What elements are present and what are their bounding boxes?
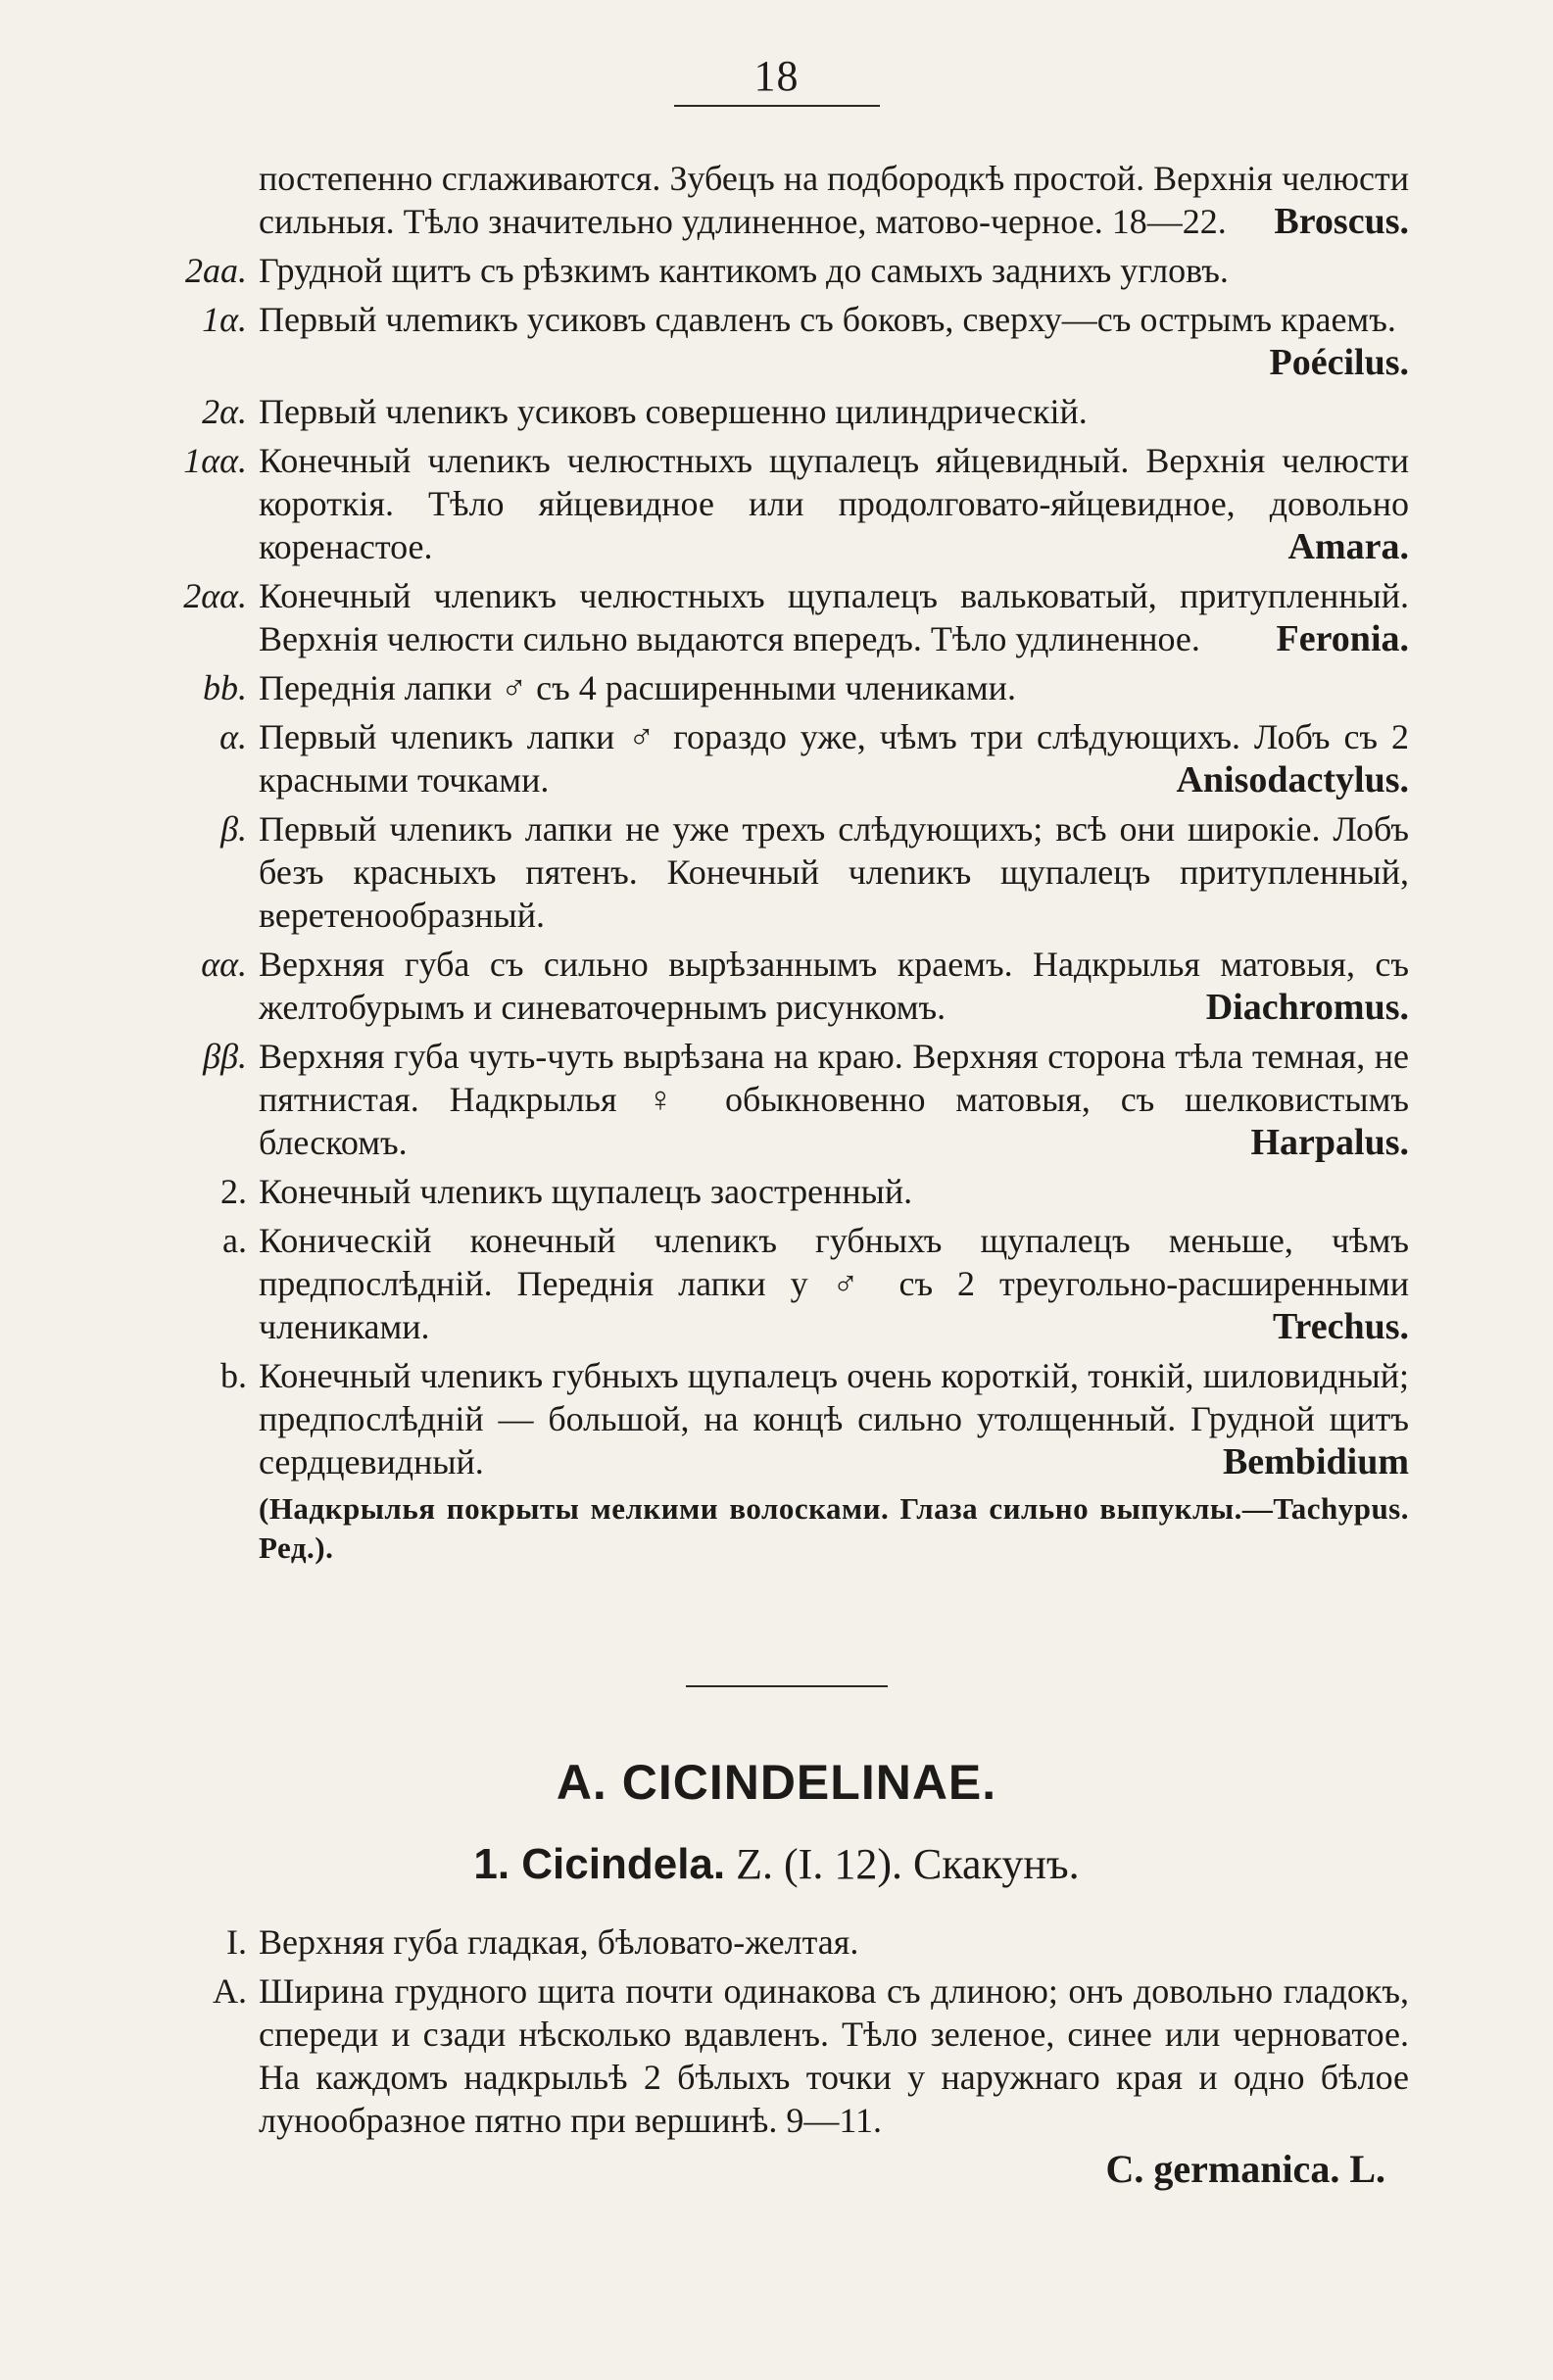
entry-body — [259, 1170, 1409, 1213]
entry-body — [259, 715, 1409, 801]
entry-body — [259, 666, 1409, 709]
entry-body — [259, 1354, 1409, 1483]
taxon-name: Trechus. — [1273, 1306, 1409, 1347]
entry-body — [259, 807, 1409, 937]
entry-text: Первый члеnикъ лапки ♂ гораздо уже, чѣмъ три слѣдующихъ. Лобъ съ 2 красными точками. — [259, 717, 1409, 800]
entry-text: Первый члеnикъ усиковъ совершенно цилиндрическій. — [259, 392, 1088, 431]
editor-note: (Надкрылья покрыты мелкими волосками. Глаза сильно выпуклы.—Tachypus. Ред.). — [259, 1491, 1409, 1565]
entry-body — [259, 390, 1409, 433]
taxon-name: Harpalus. — [1250, 1122, 1409, 1163]
key-entry — [174, 574, 1409, 660]
entry-body — [259, 943, 1409, 1029]
entry-text: Верхняя губа съ сильно вырѣзаннымъ краемъ. Надкрылья матовыя, съ желтобурымъ и синеваточернымъ рисункомъ. — [259, 945, 1409, 1027]
genus-reference: (I. 12). — [784, 1840, 902, 1888]
entry-body — [259, 157, 1409, 243]
entry-text: Первый члеmикъ усиковъ сдавленъ съ боковъ, сверху—съ острымъ краемъ. — [259, 300, 1396, 339]
taxon-name: Feronia. — [1276, 618, 1409, 659]
entry-body — [259, 1969, 1409, 2142]
entry-body — [259, 249, 1409, 292]
key-entry — [174, 666, 1409, 709]
entry-marker: 1α. — [202, 300, 247, 339]
key-entry — [174, 1170, 1409, 1213]
entry-body — [259, 439, 1409, 568]
entry-text: Конечный члеnикъ челюстныхъ щупалецъ вальковатый, притупленный. Верхнія челюсти сильно выдаются впередъ. Тѣло удлиненное. — [259, 576, 1409, 658]
entry-marker: αα. — [201, 945, 247, 984]
entry-marker — [174, 157, 259, 243]
entry-text: Первый члеnикъ лапки не уже трехъ слѣдующихъ; всѣ они широкіе. Лобъ безъ красныхъ пятенъ. Конечный члеnикъ щупалецъ притупленный, веретенообразный. — [259, 809, 1409, 935]
genus-common-name: Скакунъ. — [912, 1840, 1080, 1888]
entry-marker: 2αα. — [183, 576, 247, 615]
entry-marker: α. — [219, 717, 247, 756]
key-entry — [174, 390, 1409, 433]
entry-body — [259, 1219, 1409, 1348]
genus-author: Z. — [736, 1840, 774, 1888]
entry-text: Коническій конечный члеnикъ губныхъ щупалецъ меньше, чѣмъ предпослѣдній. Переднія лапки у ♂ съ 2 треугольно-расширенными члениками. — [259, 1221, 1409, 1346]
key-entry — [174, 807, 1409, 937]
genus-name: 1. Cicindela. — [473, 1840, 726, 1888]
entry-marker: b. — [220, 1356, 247, 1395]
taxon-name: Anisodactylus. — [1176, 759, 1409, 801]
entry-body — [259, 298, 1409, 384]
entry-text: постепенно сглаживаются. Зубецъ на подбородкѣ простой. Верхнія челюсти сильныя. Тѣло значительно удлиненное, матово-черное. 18—22. — [259, 159, 1409, 241]
entry-text: Конечный члеnикъ щупалецъ заостренный. — [259, 1172, 913, 1211]
entry-text: Конечный члеnикъ челюстныхъ щупалецъ яйцевидный. Верхнія челюсти короткія. Тѣло яйцевидное или продолговато-яйцевидное, довольно коренастое. — [259, 441, 1409, 566]
entry-marker: A. — [213, 1971, 247, 2011]
key-entry — [174, 715, 1409, 801]
entry-text: Верхняя губа гладкая, бѣловато-желтая. — [259, 1922, 859, 1962]
key-entry — [174, 157, 1409, 243]
key-entry — [174, 943, 1409, 1029]
entry-marker: β. — [220, 809, 247, 849]
entry-text: Переднія лапки ♂ съ 4 расширенными члениками. — [259, 668, 1016, 707]
section-title: A. CICINDELINAE. — [556, 1755, 997, 1810]
entry-marker: bb. — [203, 668, 247, 707]
taxon-name: Bembidium — [1222, 1441, 1409, 1482]
species-name: C. germanica. L. — [1105, 2147, 1385, 2191]
entry-marker: 2α. — [202, 392, 247, 431]
taxon-name: Poécilus. — [1269, 342, 1409, 383]
key-entries — [174, 157, 1409, 1568]
genus-heading — [0, 1839, 1553, 1889]
key-entry — [174, 1354, 1409, 1483]
species-entry — [174, 1969, 1409, 2142]
key-entry — [174, 298, 1409, 384]
entry-text: Конечный члеnикъ губныхъ щупалецъ очень короткій, тонкій, шиловидный; предпослѣдній — большой, на концѣ сильно утолщенный. Грудной щитъ сердцевидный. — [259, 1356, 1409, 1481]
entry-marker: 2aa. — [185, 251, 247, 290]
species-entries — [174, 1920, 1409, 2191]
entry-marker: a. — [222, 1221, 247, 1260]
entry-marker: 1αα. — [183, 441, 247, 480]
key-entry — [174, 439, 1409, 568]
entry-text: Верхняя губа чуть-чуть вырѣзана на краю. Верхняя сторона тѣла темная, не пятнистая. Надкрылья ♀ обыкновенно матовыя, съ шелковистымъ блескомъ. — [259, 1037, 1409, 1162]
key-entry — [174, 1219, 1409, 1348]
entry-text: Ширина грудного щита почти одинакова съ длиною; онъ довольно гладокъ, спереди и сзади нѣсколько вдавленъ. Тѣло зеленое, синее или черноватое. На каждомъ надкрыльѣ 2 бѣлыхъ точки у наружнаго края и одно бѣлое лунообразное пятно при вершинѣ. 9—11. — [259, 1971, 1409, 2140]
entry-marker: ββ. — [203, 1037, 247, 1076]
section-divider — [686, 1685, 888, 1687]
entry-text: Грудной щитъ съ рѣзкимъ кантикомъ до самыхъ заднихъ угловъ. — [259, 251, 1229, 290]
entry-marker: 2. — [220, 1172, 247, 1211]
page-number: 18 — [753, 52, 800, 100]
entry-body — [259, 574, 1409, 660]
entry-body — [259, 1920, 1409, 1964]
taxon-name: Diachromus. — [1205, 987, 1409, 1028]
entry-body — [259, 1035, 1409, 1164]
key-entry — [174, 249, 1409, 292]
entry-marker: I. — [226, 1922, 247, 1962]
header-rule — [674, 105, 880, 107]
species-entry — [174, 1920, 1409, 1964]
taxon-name: Amara. — [1287, 526, 1409, 567]
taxon-name: Broscus. — [1274, 201, 1409, 242]
key-entry — [174, 1035, 1409, 1164]
